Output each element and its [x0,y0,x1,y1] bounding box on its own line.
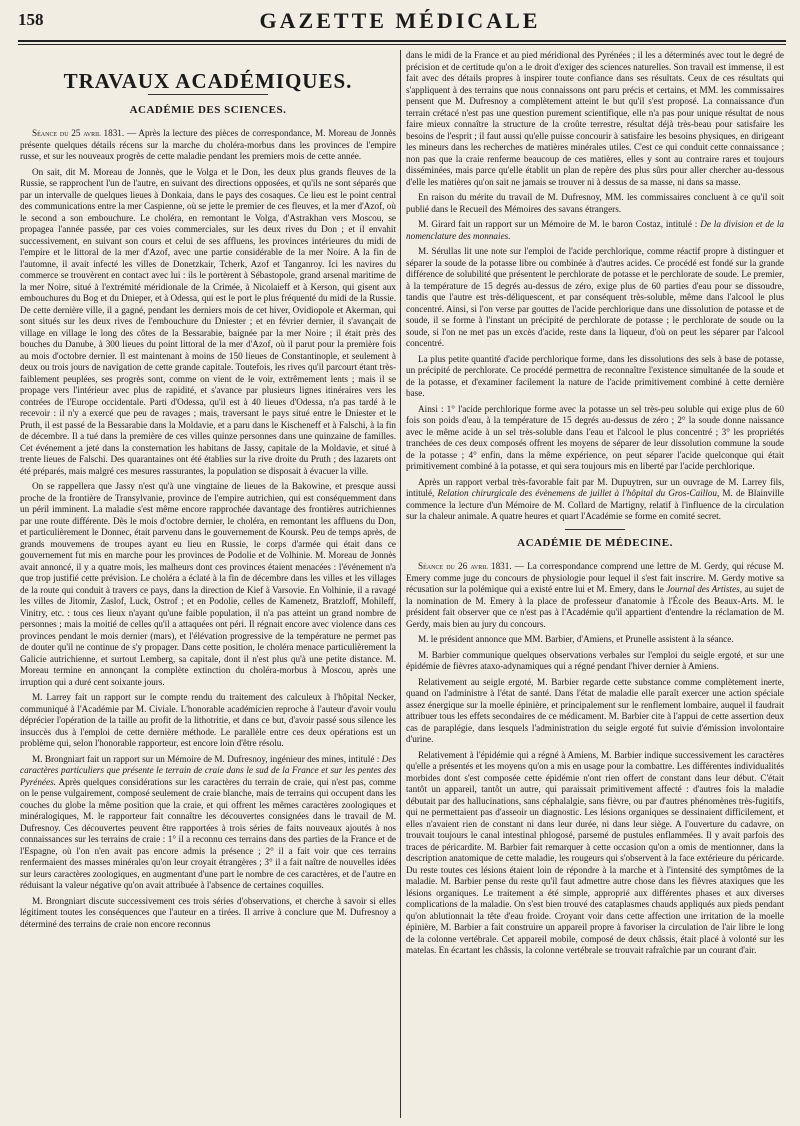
paragraph-text: M. Girard fait un rapport sur un Mémoire de M. le baron Costaz, intitulé : [418,219,701,229]
paragraph: dans le midi de la France et au pied méridional des Pyrénées ; il les a déterminés avec tout le degré de précision et de certitude qu'on a le droit d'exiger des sciences naturelles. Son travail est immense, il est fait avec des détails propres à inspirer toute confiance dans ses résultats. Ceux de ces résultats qui s'appliquent à des terrains que nous connaissons ont paru précis et certains, et MM. les commissaires pensent que M. Dufresnoy a complètement atteint le but qu'il s'est proposé. La connaissance d'un terrain crétacé n'est pas une question purement scientifique, elle n'a pas pour unique résultat de nous faire mieux connaître la structure de la croûte terrestre, résultat déjà très-beau pour satisfaire les besoins de l'esprit ; il faut aussi qu'elle puisse concourir à satisfaire les besoins physiques, en dirigeant les mineurs dans les recherches de matières minérales utiles. C'est ce qui conduit cette connaissance ; non pas que la craie renferme beaucoup de ces matières, elles y sont au contraire rares et toujours disséminées, mais parce qu'elle établit un plan de repère des plus sûrs pour aller chercher au-dessous d'elle les matières qu'on sait ne jamais se trouver ni à dessus de sa masse, ni dans sa masse. [406,50,784,187]
paragraph-text: M. de Blainville commence la lecture d'un Mémoire de M. Collard de Martigny, relatif à l'influence de la circulation sur la chaleur animale. A quatre heures et quart l'Académie se forme en comité secret. [406,488,784,521]
paragraph: On sait, dit M. Moreau de Jonnès, que le Volga et le Don, les deux plus grands fleuves de la Russie, se rapprochent l'un de l'autre, en suivant des directions opposées, et qu'ils ne sont séparés que par un intervalle de quelques lieues à Donkaia, dans le pays des cosaques. Ce lieu est le point central des communications entre la mer Caspienne, où se jette le premier de ces fleuves, et la mer d'Azof, où le second a son embouchure. Le choléra, en remontant le Volga, d'Astrakhan vers Moscou, se propagea l'année passée, par ces voies commerciales, sur les deux rives du Don ; et il envahit successivement, en suivant son cours et celui de ses affluens, les provinces intérieures du midi de l'empire et le littoral de la mer d'Azof, avec une partie considérable de la mer Noire. A la fin de l'automne, il avait infecté les villes de Donetzkair, Tcherk, Azof et Tanganroy. Ici les navires du commerce se trouvèrent en contact avec lui : ils le portèrent à Sébastopole, grand arsenal maritime de la mer Noire, situé à l'extrémité méridionale de la Crimée, à Nicolaieff et à Kerson, qui gisent aux embouchures du Bog et du Dnieper, et à Odessa, qui est le port le plus fréquenté du midi de la Russie. De cette dernière ville, il a gagné, pendant les derniers mois de cet hiver, Ovidiopole et Akerman, qui sont situés sur les deux rives de l'embouchure du Dniester ; et en février dernier, il s'avançait de village en village le long des côtes de la Bessarabie, baignée par la mer Noire ; il était près des bouches du Danube, à 300 lieues du point littoral de la mer d'Azof, où il parut pour la première fois au mois d'octobre dernier. Il est maintenant à moins de 150 lieues de Constantinople, et seulement à deux ou trois jours de navigation de cette grande capitale. Toutefois, les rives qu'il parcourt étant très-faiblement peuplées, ses progrès sont, comme on vient de le voir, extrêmement lents ; mais il se propage vers l'intérieur avec plus de rapidité, et s'avance par plusieurs lignes itinéraires vers les contrées de l'Europe occidentale. Parti d'Odessa, qu'il est à 40 lieues d'Odessa, n'a pas tardé à le recevoir : il n'y a exercé que peu de ravages ; mais, traversant le pays situé entre le Dniester et le Pruth, il est passé de la Bessarabie dans la Moldavie, et a paru dans le Kischeneff et à Falschi, à la fin de décembre. Il a tué dans la première de ces villes quinze personnes dans une quinzaine de familles. Cet événement a jeté dans la consternation les habitans de Jassy, capitale de la Moldavie, et situé à trente lieues de Falschi. Des quarantaines ont été établies sur la rive droite du Pruth ; des lazarets ont été préparés, mais malgré ces mesures rassurantes, la population se disposait à évacuer la ville. [20,166,396,476]
section-rule [148,94,268,95]
paragraph-text: — La correspondance comprend une lettre de M. Gerdy, qui récuse M. Emery comme juge du concours de physiologie pour lequel il s'est fait inscrire. M. Gerdy motive sa récusation sur la polémique qui a existé entre lui et M. Emery, dans le [406,561,784,594]
masthead: GAZETTE MÉDICALE [259,8,541,33]
paragraph [20,754,396,892]
paragraph: Ainsi : 1° l'acide perchlorique forme avec la potasse un sel très-peu soluble qui exige plus de 60 fois son poids d'eau, à la température de 15 degrés au-dessus de zéro ; 2° la soude donne naissance avec le même acide à un sel très-soluble dans l'eau et l'alcool le plus concentré ; 3° les propriétés tranchées de ces deux composés offrent les moyens de séparer de leur dissolution commune la soude de la potasse ; 4° enfin, dans la même expérience, on peut séparer l'acide quelconque qui était primitivement combiné à la potasse, et qui sera toujours mis en liberté par l'acide perchlorique. [406,403,784,471]
paragraph: M. le président annonce que MM. Barbier, d'Amiens, et Prunelle assistent à la séance. [418,634,734,644]
paragraph-text: Après quelques considérations sur les caractères du terrain de craie, qui n'est pas, comme on le pense vulgairement, composé seulement de craie blanche, mais de terrains qui occupent dans les couches du globe la même position que la craie, et qui offrent les mêmes caractères zoologiques et minéralogiques, M. le rapporteur fait connaître les découvertes consignées dans le travail de M. Dufresnoy. Ces découvertes peuvent être rapportées à trois séries de faits nouveaux ajoutés à nos connaissances sur les terrains de craie : 1° il a reconnu ces terrains dans des parties de la France et de l'Espagne, où l'on n'en avait pas encore admis la présence ; 2° il a fait voir que ces terrains renfermaient des masses minérales qu'on leur croyait étrangères ; 3° il a fait naître de nouvelles idées sur leurs caractères zoologiques, en augmentant d'une part le nombre de ces caractères, et de l'autre en réduisant la valeur négative qu'on avait attribuée à l'absence de certaines coquilles. [20,776,396,890]
session-date: Séance du 26 avril 1831. [418,561,512,571]
paragraph: En raison du mérite du travail de M. Dufresnoy, MM. les commissaires concluent à ce qu'il soit publié dans le Recueil des Mémoires des savans étrangers. [406,192,784,214]
paragraph: On se rappellera que Jassy n'est qu'à une vingtaine de lieues de la Bakowine, et presque aussi proche de la frontière de Transylvanie, province de l'empire autrichien, qui est conséquemment dans un péril imminent. La maladie s'est même encore rapprochée davantage des frontières autrichiennes par une route différente. Dès le mois d'octobre dernier, le choléra, en remontant les affluens du Don, et particulièrement le Donnec, était parvenu dans le gouvernement de Koursk. Peu de temps après, de grands mouvemens de troupes ayant eu lieu en Russie, le corps d'armée qui était dans ce gouvernement fut mis en marche pour les provinces de Podolie et de Volhinie. M. Moreau de Jonnès avait annoncé, il y a quatre mois, les malheurs dont ces provinces étaient menacées : l'événement n'a que trop justifié cette prévision. Le choléra a éclaté à la fin de décembre dans les villes et les villages de la route qui conduit à travers ce pays, dans la direction de Kief à Varsovie. En Volhinie, il a ravagé les villes de Jitomir, Zaslof, Luck, Ostrof ; et en Podolie, celles de Kamenetz, Bratzloff, Mohileff, Vinitry, etc. : tous ces lieux n'ayant qu'une faible population, il n'a pas atteint un grand nombre de personnes ; mais la moitié de celles qu'il a attaquées ont péri. Il régnait encore avec violence dans ces provinces pendant le mois dernier (mars), et l'élévation progressive de la température ne permet pas de douter qu'il ne continue de s'y propager. Dans cette position, le choléra menace particulièrement la Galicie autrichienne, et surtout Lemberg, sa capitale, dont il n'est plus qu'à une petite distance. M. Moreau termine en annonçant la complète extinction du choléra-morbus à Moscou, après une irruption qui a duré cent soixante jours. [20,481,396,687]
paragraph-text: — Après la lecture des pièces de correspondance, M. Moreau de Jonnès présente quelques détails récens sur la marche du choléra-morbus dans les provinces de l'empire russe, et sur les nouveaux progrès de cette maladie pendant les premiers mois de cette année. [20,128,396,161]
page-number: 158 [18,10,44,29]
paragraph-text: , au sujet de la nomination de M. Emery à la place de professeur d'anatomie à l'École des Beaux-Arts. M. le président fait observer que ce n'est pas à l'Académie qu'il appartient d'entendre la réclamation de M. Gerdy, mais bien au jury du concours. [406,584,784,629]
paragraph: La plus petite quantité d'acide perchlorique forme, dans les dissolutions des sels à base de potasse, un précipité de perchlorate. Ce procédé permettra de reconnaître l'existence simultanée de la soude et de la potasse, et d'examiner facilement la nature de l'acide primitivement combiné à cette dernière base. [406,353,784,398]
paragraph-text: Après un rapport verbal très-favorable fait par M. Dupuytren, sur un ouvrage de M. Larrey fils, intitulé, [406,476,784,498]
paragraph [406,477,784,523]
paragraph-text: M. Brongniart fait un rapport sur un Mémoire de M. Dufresnoy, ingénieur des mines, intitulé : [32,753,382,764]
session-date: Séance du 25 avril 1831. [32,128,125,138]
column-divider [400,50,401,1118]
memoir-title: Des caractères particuliers que présente le terrain de craie dans le sud de la France et sur les pentes des Pyrénées. [20,753,396,787]
paragraph: Relativement au seigle ergoté, M. Barbier regarde cette substance comme complètement inerte, quand on l'administre à l'état de santé. Dans l'état de maladie elle paraît exercer une action spéciale assez énergique sur la moelle épinière, et principalement sur le renflement lombaire, auquel il faudrait attribuer tous les effets secondaires de ce médicament. M. Barbier cite à l'appui de cette assertion deux cas de paraplégie, dans lesquels l'administration du seigle ergoté fut suivie d'émission involontaire d'urine. [406,676,784,744]
subsection-rule [565,529,625,530]
paragraph: M. Larrey fait un rapport sur le compte rendu du traitement des calculeux à l'hôpital Necker, communiqué à l'Académie par M. Civiale. L'honorable académicien reproche à l'auteur d'avoir voulu déprécier l'opération de la taille au profit de la lithotritie, et dans ce but, d'avoir passé sous silence les insuccès dus à l'emploi de cette dernière méthode. Le parallèle entre ces deux opérations est un problème qui, selon l'honorable rapporteur, est encore loin d'être résolu. [20,692,396,748]
paragraph: M. Sérullas lit une note sur l'emploi de l'acide perchlorique, comme réactif propre à distinguer et séparer la soude de la potasse libre ou combinée à d'autres acides. Ce procédé est fondé sur la grande différence de solubilité que présentent le perchlorate de potasse et le perchlorate de soude. Le premier, à la température de 15 degrés au-dessus de zéro, exige plus de 60 parties d'eau pour se dissoudre, tandis que l'autre est très-déliquescent, et par conséquent très-soluble, même dans l'alcool le plus concentré. Ainsi, si l'on verse par gouttes de l'acide perchlorique dans une dissolution de potasse et de soude, il se forme à l'instant un précipité de perchlorate de potasse ; le perchlorate de soude ou la soude, si l'on ne met pas un excès d'acide, reste dans la liqueur, d'où on peut les séparer par l'alcool concentré. [406,246,784,348]
journal-title: Journal des Artistes [666,584,740,594]
book-title: Relation chirurgicale des évènemens de juillet à l'hôpital du Gros-Caillou, [437,488,720,498]
header-rule [18,40,786,42]
paragraph: M. Brongniart discute successivement ces trois séries d'observations, et cherche à savoir si elles légitiment toutes les conséquences que l'auteur en a tirées. Il arrive à conclure que M. Dufresnoy a déterminé des terrains de craie non encore reconnus [20,895,396,929]
paragraph: Relativement à l'épidémie qui a régné à Amiens, M. Barbier indique successivement les caractères qu'elle a présentés et les moyens qu'on a mis en usage pour la combattre. Les différentes individualités morbides dont s'est composée cette épidémie n'ont rien offert de constant dans leur début. C'était tantôt un appareil, tantôt un autre, qui paraissait primitivement affecté : d'autres fois la maladie débutait par des hallucinations, sans céphalalgie, sans fièvre, ou par d'autres phénomènes très-fugitifs, qui ne permettaient pas d'asseoir un diagnostic. Les lésions organiques se dessinaient difficilement, et elles n'avaient rien de constant ni dans leur durée, ni dans leur siège. A l'ouverture du cadavre, on trouvait toujours le canal intestinal phlogosé, parsemé de pustules enflammées. Il y avait parfois des traces de péricardite. M. Barbier fait remarquer à cette occasion qu'on a omis de mentionner, dans la description anatomique de cette maladie, les rougeurs qui s'observent à la face extérieure du péricarde. Du reste toutes ces lésions étaient loin de répondre à la marche et à l'intensité des symptômes de la maladie. M. Barbier pense du reste qu'il faut admettre autre chose dans les fièvres ataxiques que les lésions organiques. Le traitement a été simple, approprié aux différentes phases et aux diverses complications de la maladie. On s'est bien trouvé des cataplasmes chauds appliqués aux pieds pendant qu'on ablutionnait la tête d'eau froide. Croyant voir dans cette affection une irritation de la moelle épinière, M. Barbier a fait construire un appareil propre à favoriser la circulation de l'air libre le long de la colonne vertébrale. Cet appareil mobile, composé de deux châssis, était placé à volonté sur les matelas. En écartant les châssis, la colonne vertébrale se trouvait rafraîchie par un courant d'air. [406,749,784,955]
left-column [20,50,396,1118]
subsection-title-medecine: ACADÉMIE DE MÉDECINE. [517,536,673,549]
paragraph: M. Barbier communique quelques observations verbales sur l'emploi du seigle ergoté, et sur une épidémie de fièvres ataxo-adynamiques qui a régné pendant l'hiver dernier à Amiens. [406,649,784,671]
section-title: TRAVAUX ACADÉMIQUES. [63,69,353,93]
paragraph [406,561,784,630]
memoir-title: De la division et de la nomenclature des monnaies. [406,219,784,241]
header-rule-thin [18,44,786,45]
right-column [406,50,784,1118]
paragraph [406,219,784,242]
paragraph [20,128,396,163]
subsection-title-sciences: ACADÉMIE DES SCIENCES. [129,103,287,116]
